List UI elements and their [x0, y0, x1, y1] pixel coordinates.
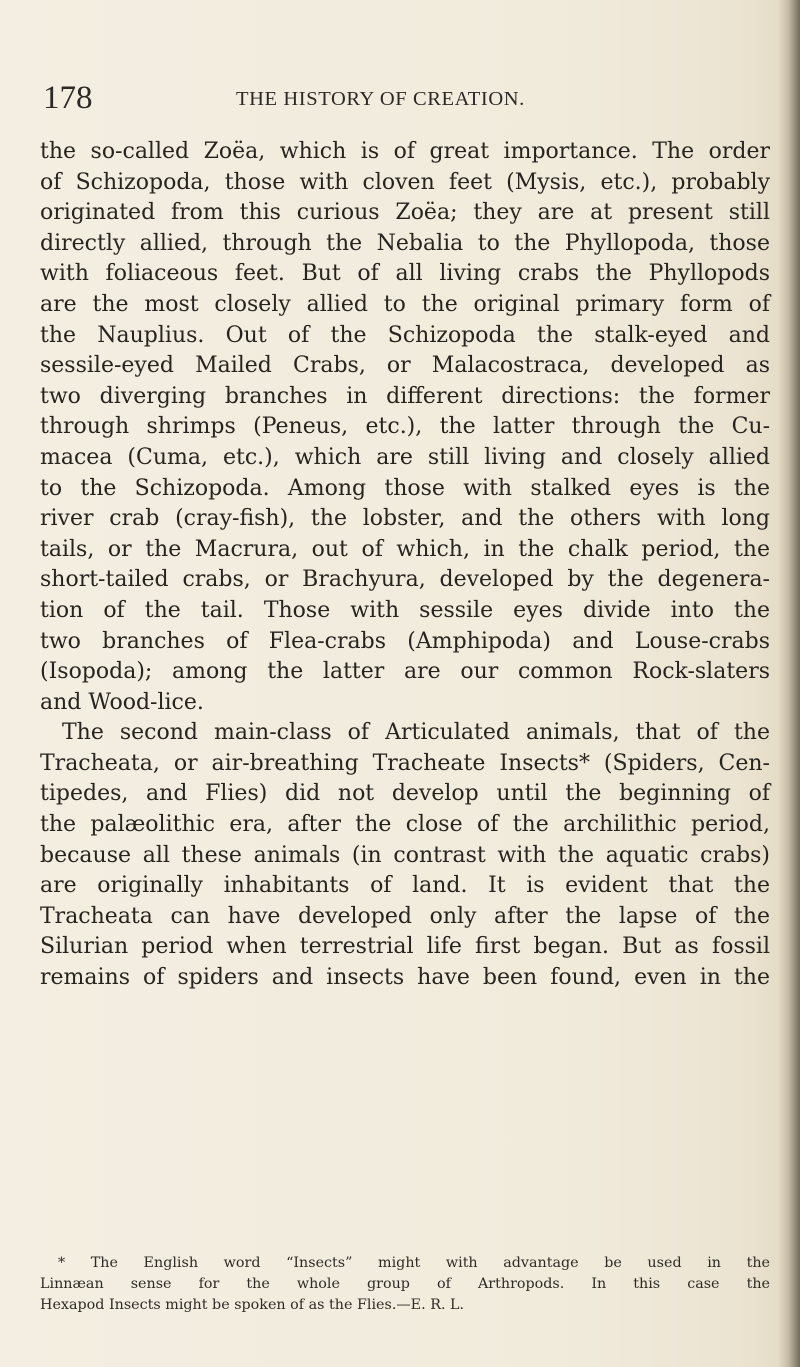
- body-text: [40, 137, 770, 994]
- text-line: sessile-eyed Mailed Crabs, or Malacostraca, developed as: [40, 353, 770, 379]
- text-line: originated from this curious Zoëa; they are at present still: [40, 200, 770, 226]
- paragraph-end-line: and Wood-lice.: [40, 689, 204, 715]
- text-line: tion of the tail. Those with sessile eyes divide into the: [40, 597, 770, 623]
- footnote-line: Linnæan sense for the whole group of Arthropods. In this case the: [40, 1276, 770, 1292]
- page-number: 178: [43, 80, 93, 116]
- text-line: to the Schizopoda. Among those with stalked eyes is the: [40, 475, 770, 501]
- text-line: Tracheata, or air-breathing Tracheate Insects* (Spiders, Cen-: [40, 750, 770, 776]
- text-line: with foliaceous feet. But of all living crabs the Phyllopods: [40, 261, 770, 287]
- text-line: the so-called Zoëa, which is of great importance. The order: [40, 139, 770, 164]
- page-header: [0, 78, 800, 118]
- text-line: directly allied, through the Nebalia to the Phyllopoda, those: [40, 230, 770, 256]
- text-line: short-tailed crabs, or Brachyura, developed by the degenera-: [40, 567, 770, 593]
- text-line: of Schizopoda, those with cloven feet (Mysis, etc.), probably: [40, 169, 770, 195]
- text-line: because all these animals (in contrast with the aquatic crabs): [40, 842, 770, 868]
- text-line: tails, or the Macrura, out of which, in the chalk period, the: [40, 536, 770, 562]
- text-line: two branches of Flea-crabs (Amphipoda) and Louse-crabs: [40, 628, 770, 654]
- running-head: THE HISTORY OF CREATION.: [236, 88, 525, 110]
- footnote: [40, 1253, 770, 1316]
- text-line: the palæolithic era, after the close of the archilithic period,: [40, 812, 770, 838]
- paragraph-start-line: The second main-class of Articulated animals, that of the: [62, 720, 770, 746]
- text-line: tipedes, and Flies) did not develop until the beginning of: [40, 781, 770, 807]
- text-line: are the most closely allied to the original primary form of: [40, 291, 770, 317]
- text-line: through shrimps (Peneus, etc.), the latter through the Cu-: [40, 414, 770, 440]
- text-line: the Nauplius. Out of the Schizopoda the stalk-eyed and: [40, 322, 770, 348]
- text-line: are originally inhabitants of land. It is evident that the: [40, 873, 770, 899]
- page-edge-shadow: [778, 0, 800, 1367]
- text-line: macea (Cuma, etc.), which are still living and closely allied: [40, 444, 770, 470]
- text-line: (Isopoda); among the latter are our common Rock-slaters: [40, 659, 770, 685]
- footnote-line: Hexapod Insects might be spoken of as the Flies.—E. R. L.: [40, 1297, 465, 1313]
- text-line: remains of spiders and insects have been found, even in the: [40, 965, 770, 991]
- text-line: two diverging branches in different directions: the former: [40, 383, 770, 409]
- text-line: Silurian period when terrestrial life first began. But as fossil: [40, 934, 770, 960]
- text-line: river crab (cray-fish), the lobster, and the others with long: [40, 506, 770, 532]
- text-line: Tracheata can have developed only after the lapse of the: [40, 903, 770, 929]
- footnote-line: * The English word “Insects” might with advantage be used in the: [58, 1255, 770, 1271]
